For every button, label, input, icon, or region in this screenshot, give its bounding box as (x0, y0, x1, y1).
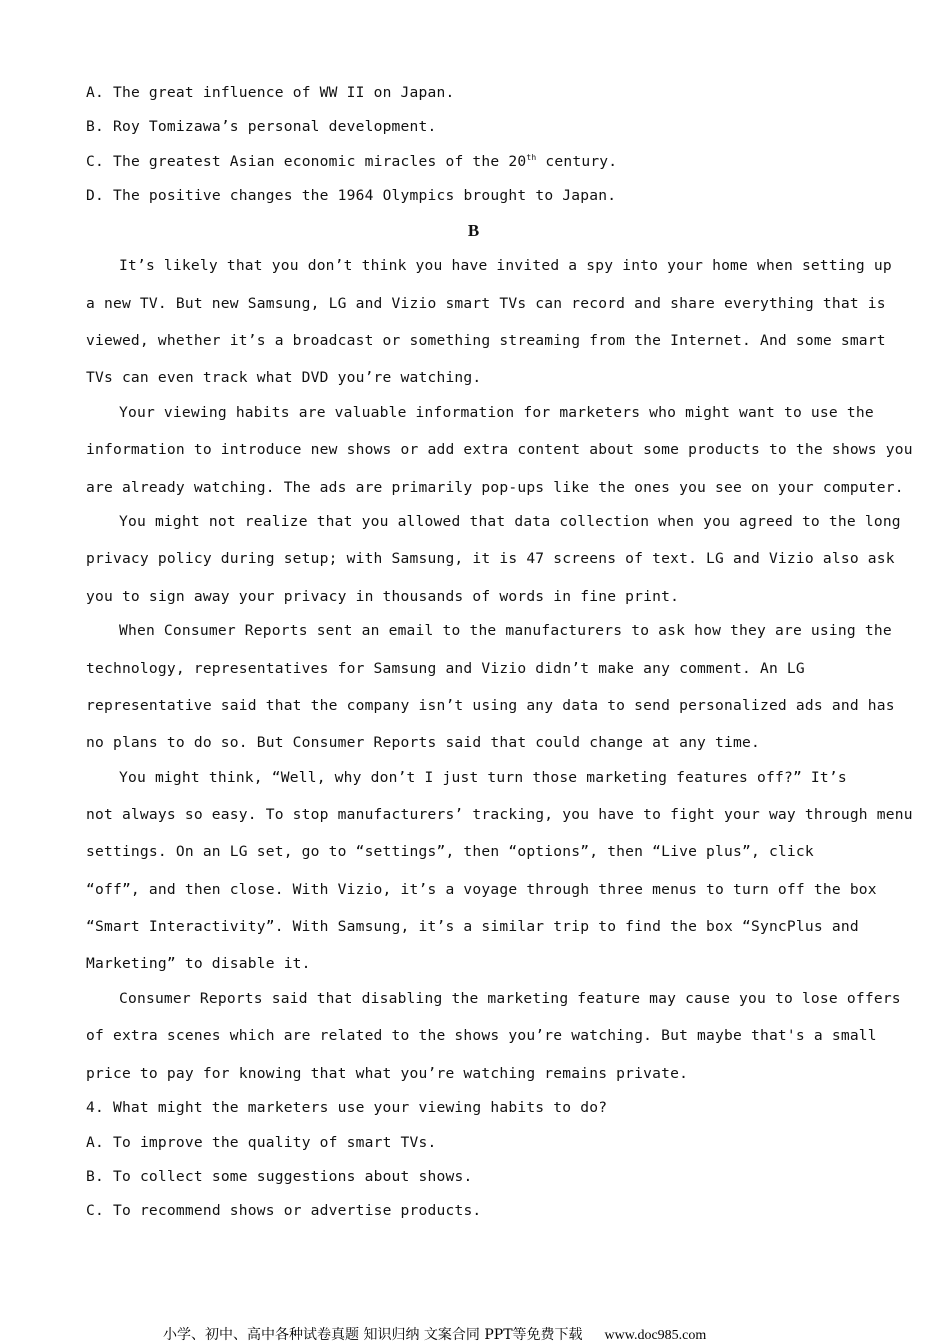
passage-line: you to sign away your privacy in thousands of words in fine print. (86, 588, 680, 605)
option-b: B. Roy Tomizawa’s personal development. (86, 118, 437, 135)
passage-line: not always so easy. To stop manufacturers’ tracking, you have to fight your way through menu (86, 806, 913, 823)
passage-line: settings. On an LG set, go to “settings”, then “options”, then “Live plus”, click (86, 843, 814, 860)
question-option-b: B. To collect some suggestions about shows. (86, 1168, 473, 1185)
passage-line: privacy policy during setup; with Samsung, it is 47 screens of text. LG and Vizio also ask (86, 550, 895, 567)
section-heading: B (467, 221, 480, 240)
question-option-a: A. To improve the quality of smart TVs. (86, 1134, 437, 1151)
option-d: D. The positive changes the 1964 Olympics brought to Japan. (86, 187, 617, 204)
passage-line: You might think, “Well, why don’t I just turn those marketing features off?” It’s (119, 769, 847, 786)
passage-line: price to pay for knowing that what you’re watching remains private. (86, 1065, 689, 1082)
passage-line: representative said that the company isn’t using any data to send personalized ads and has (86, 697, 895, 714)
passage-line: “Smart Interactivity”. With Samsung, it’s a similar trip to find the box “SyncPlus and (86, 918, 859, 935)
passage-line: technology, representatives for Samsung and Vizio didn’t make any comment. An LG (86, 660, 805, 677)
passage-line: a new TV. But new Samsung, LG and Vizio smart TVs can record and share everything that is (86, 295, 886, 312)
passage-line: of extra scenes which are related to the shows you’re watching. But maybe that's a small (86, 1027, 877, 1044)
passage-line: Consumer Reports said that disabling the marketing feature may cause you to lose offers (119, 990, 901, 1007)
option-c: C. The greatest Asian economic miracles of the 20th century. (86, 153, 618, 170)
footer-text: 小学、初中、高中各种试卷真题 知识归纳 文案合同 PPT等免费下载 (163, 1327, 583, 1343)
passage-line: information to introduce new shows or add extra content about some products to the shows you (86, 441, 913, 458)
passage-line: TVs can even track what DVD you’re watching. (86, 369, 482, 386)
passage-line: You might not realize that you allowed that data collection when you agreed to the long (119, 513, 901, 530)
question-option-c: C. To recommend shows or advertise products. (86, 1202, 482, 1219)
question-text: 4. What might the marketers use your viewing habits to do? (86, 1099, 608, 1116)
passage-line: Marketing” to disable it. (86, 955, 311, 972)
footer-url[interactable]: www.doc985.com (604, 1328, 707, 1343)
option-a: A. The great influence of WW II on Japan. (86, 84, 455, 101)
passage-line: When Consumer Reports sent an email to the manufacturers to ask how they are using the (119, 622, 892, 639)
passage-line: “off”, and then close. With Vizio, it’s a voyage through three menus to turn off the box (86, 881, 877, 898)
passage-line: Your viewing habits are valuable information for marketers who might want to use the (119, 404, 874, 421)
page-footer (163, 1324, 706, 1344)
passage-line: It’s likely that you don’t think you have invited a spy into your home when setting up (119, 257, 892, 274)
passage-line: are already watching. The ads are primarily pop-ups like the ones you see on your computer. (86, 479, 904, 496)
passage-line: no plans to do so. But Consumer Reports said that could change at any time. (86, 734, 760, 751)
passage-line: viewed, whether it’s a broadcast or something streaming from the Internet. And some smart (86, 332, 886, 349)
